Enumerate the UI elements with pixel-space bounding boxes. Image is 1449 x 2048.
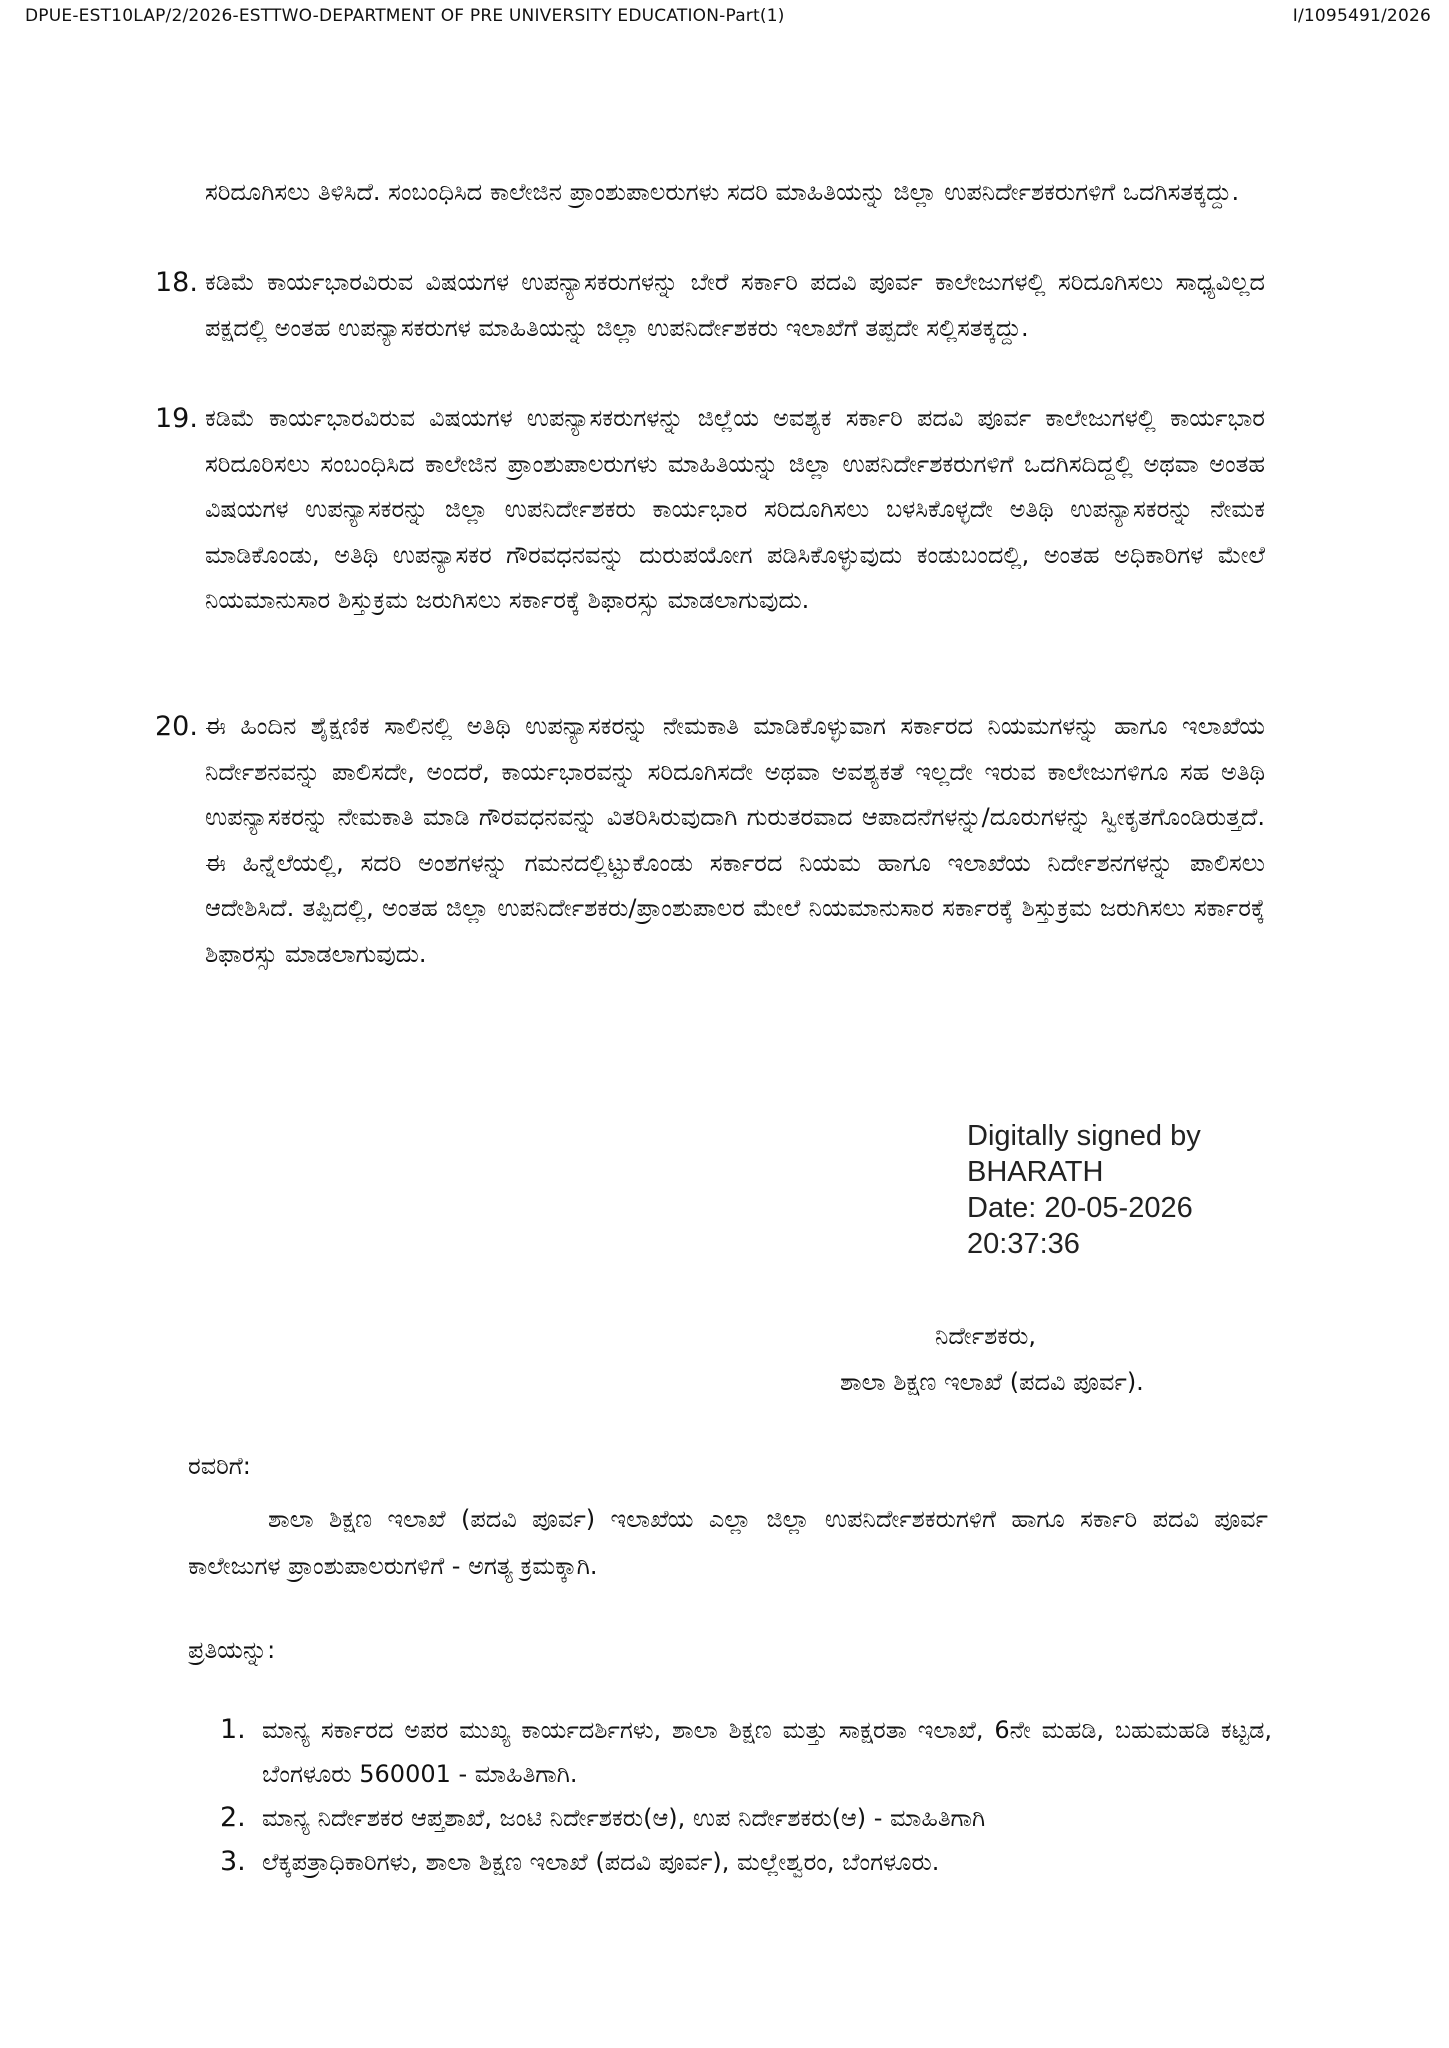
item-number: 18. xyxy=(155,267,198,298)
item-number: 19. xyxy=(155,403,198,434)
file-number: I/1095491/2026 xyxy=(1292,6,1431,26)
copy-number: 3. xyxy=(220,1846,246,1877)
copy-item-3 xyxy=(220,1840,1272,1884)
item-text: ಈ ಹಿಂದಿನ ಶೈಕ್ಷಣಿಕ ಸಾಲಿನಲ್ಲಿ ಅತಿಥಿ ಉಪನ್ಯಾಸಕರನ್ನು ನೇಮಕಾತಿ ಮಾಡಿಕೊಳ್ಳುವಾಗ ಸರ್ಕಾರದ ನಿಯಮಗಳನ್ನು ಹಾಗೂ ಇಲಾಖೆಯ ನಿರ್ದೇಶನವನ್ನು ಪಾಲಿಸದೇ, ಅಂದರೆ, ಕಾರ್ಯಭಾರವನ್ನು ಸರಿದೂಗಿಸದೇ ಅಥವಾ ಅವಶ್ಯಕತೆ ಇಲ್ಲದೇ ಇರುವ ಕಾಲೇಜುಗಳಿಗೂ ಸಹ ಅತಿಥಿ ಉಪನ್ಯಾಸಕರನ್ನು ನೇಮಕಾತಿ ಮಾಡಿ ಗೌರವಧನವನ್ನು ವಿತರಿಸಿರುವುದಾಗಿ ಗುರುತರವಾದ ಆಪಾದನೆಗಳನ್ನು/ದೂರುಗಳನ್ನು ಸ್ವೀಕೃತಗೊಂಡಿರುತ್ತದೆ. ಈ ಹಿನ್ನೆಲೆಯಲ್ಲಿ, ಸದರಿ ಅಂಶಗಳನ್ನು ಗಮನದಲ್ಲಿಟ್ಟುಕೊಂಡು ಸರ್ಕಾರದ ನಿಯಮ ಹಾಗೂ ಇಲಾಖೆಯ ನಿರ್ದೇಶನಗಳನ್ನು ಪಾಲಿಸಲು ಆದೇಶಿಸಿದೆ. ತಪ್ಪಿದಲ್ಲಿ, ಅಂತಹ ಜಿಲ್ಲಾ ಉಪನಿರ್ದೇಶಕರು/ಪ್ರಾಂಶುಪಾಲರ ಮೇಲೆ ನಿಯಮಾನುಸಾರ ಸರ್ಕಾರಕ್ಕೆ ಶಿಸ್ತುಕ್ರಮ ಜರುಗಿಸಲು ಸರ್ಕಾರಕ್ಕೆ ಶಿಫಾರಸ್ಸು ಮಾಡಲಾಗುವುದು. xyxy=(205,712,1265,968)
continuation-paragraph: ಸರಿದೂಗಿಸಲು ತಿಳಿಸಿದೆ. ಸಂಬಂಧಿಸಿದ ಕಾಲೇಜಿನ ಪ್ರಾಂಶುಪಾಲರುಗಳು ಸದರಿ ಮಾಹಿತಿಯನ್ನು ಜಿಲ್ಲಾ ಉಪನಿರ್ದೇಶಕರುಗಳಿಗೆ ಒದಗಿಸತಕ್ಕದ್ದು. xyxy=(205,178,1240,206)
signer-name: BHARATH xyxy=(967,1156,1104,1188)
item-text: ಕಡಿಮೆ ಕಾರ್ಯಭಾರವಿರುವ ವಿಷಯಗಳ ಉಪನ್ಯಾಸಕರುಗಳನ್ನು ಜಿಲ್ಲೆಯ ಅವಶ್ಯಕ ಸರ್ಕಾರಿ ಪದವಿ ಪೂರ್ವ ಕಾಲೇಜುಗಳಲ್ಲಿ ಕಾರ್ಯಭಾರ ಸರಿದೂರಿಸಲು ಸಂಬಂಧಿಸಿದ ಕಾಲೇಜಿನ ಪ್ರಾಂಶುಪಾಲರುಗಳು ಮಾಹಿತಿಯನ್ನು ಜಿಲ್ಲಾ ಉಪನಿರ್ದೇಶಕರುಗಳಿಗೆ ಒದಗಿಸದಿದ್ದಲ್ಲಿ ಅಥವಾ ಅಂತಹ ವಿಷಯಗಳ ಉಪನ್ಯಾಸಕರನ್ನು ಜಿಲ್ಲಾ ಉಪನಿರ್ದೇಶಕರು ಕಾರ್ಯಭಾರ ಸರಿದೂಗಿಸಲು ಬಳಸಿಕೊಳ್ಳದೇ ಅತಿಥಿ ಉಪನ್ಯಾಸಕರನ್ನು ನೇಮಕ ಮಾಡಿಕೊಂಡು, ಅತಿಥಿ ಉಪನ್ಯಾಸಕರ ಗೌರವಧನವನ್ನು ದುರುಪಯೋಗ ಪಡಿಸಿಕೊಳ್ಳುವುದು ಕಂಡುಬಂದಲ್ಲಿ, ಅಂತಹ ಅಧಿಕಾರಿಗಳ ಮೇಲೆ ನಿಯಮಾನುಸಾರ ಶಿಸ್ತುಕ್ರಮ ಜರುಗಿಸಲು ಸರ್ಕಾರಕ್ಕೆ ಶಿಫಾರಸ್ಸು ಮಾಡಲಾಗುವುದು. xyxy=(205,404,1265,614)
item-text: ಕಡಿಮೆ ಕಾರ್ಯಭಾರವಿರುವ ವಿಷಯಗಳ ಉಪನ್ಯಾಸಕರುಗಳನ್ನು ಬೇರೆ ಸರ್ಕಾರಿ ಪದವಿ ಪೂರ್ವ ಕಾಲೇಜುಗಳಲ್ಲಿ ಸರಿದೂಗಿಸಲು ಸಾಧ್ಯವಿಲ್ಲದ ಪಕ್ಷದಲ್ಲಿ ಅಂತಹ ಉಪನ್ಯಾಸಕರುಗಳ ಮಾಹಿತಿಯನ್ನು ಜಿಲ್ಲಾ ಉಪನಿರ್ದೇಶಕರು ಇಲಾಖೆಗೆ ತಪ್ಪದೇ ಸಲ್ಲಿಸತಕ್ಕದ್ದು. xyxy=(205,268,1265,342)
item-number: 20. xyxy=(155,711,198,742)
to-label: ರವರಿಗೆ: xyxy=(188,1452,251,1480)
digital-signature xyxy=(967,1118,1201,1262)
copy-number: 1. xyxy=(220,1714,246,1745)
copy-text: ಮಾನ್ಯ ನಿರ್ದೇಶಕರ ಆಪ್ತಶಾಖೆ, ಜಂಟಿ ನಿರ್ದೇಶಕರು(ಆ), ಉಪ ನಿರ್ದೇಶಕರು(ಆ) - ಮಾಹಿತಿಗಾಗಿ xyxy=(262,1804,986,1832)
copy-text: ಲೆಕ್ಕಪತ್ರಾಧಿಕಾರಿಗಳು, ಶಾಲಾ ಶಿಕ್ಷಣ ಇಲಾಖೆ (ಪದವಿ ಪೂರ್ವ), ಮಲ್ಲೇಶ್ವರಂ, ಬೆಂಗಳೂರು. xyxy=(262,1848,940,1876)
document-reference: DPUE-EST10LAP/2/2026-ESTTWO-DEPARTMENT OF PRE UNIVERSITY EDUCATION-Part(1) xyxy=(25,6,785,26)
department-name: ಶಾಲಾ ಶಿಕ್ಷಣ ಇಲಾಖೆ (ಪದವಿ ಪೂರ್ವ). xyxy=(840,1368,1144,1396)
copy-item-2 xyxy=(220,1796,1272,1840)
signature-time: 20:37:36 xyxy=(967,1228,1080,1260)
director-title: ನಿರ್ದೇಶಕರು, xyxy=(935,1322,1037,1350)
copy-number: 2. xyxy=(220,1802,246,1833)
list-item-19 xyxy=(155,396,1265,624)
copy-text: ಮಾನ್ಯ ಸರ್ಕಾರದ ಅಪರ ಮುಖ್ಯ ಕಾರ್ಯದರ್ಶಿಗಳು, ಶಾಲಾ ಶಿಕ್ಷಣ ಮತ್ತು ಸಾಕ್ಷರತಾ ಇಲಾಖೆ, 6ನೇ ಮಹಡಿ, ಬಹುಮಹಡಿ ಕಟ್ಟಡ, ಬೆಂಗಳೂರು 560001 - ಮಾಹಿತಿಗಾಗಿ. xyxy=(262,1716,1272,1788)
signature-date: Date: 20-05-2026 xyxy=(967,1192,1193,1224)
signature-line: Digitally signed by xyxy=(967,1120,1201,1152)
list-item-20 xyxy=(155,704,1265,977)
to-recipients: ಶಾಲಾ ಶಿಕ್ಷಣ ಇಲಾಖೆ (ಪದವಿ ಪೂರ್ವ) ಇಲಾಖೆಯ ಎಲ್ಲಾ ಜಿಲ್ಲಾ ಉಪನಿರ್ದೇಶಕರುಗಳಿಗೆ ಹಾಗೂ ಸರ್ಕಾರಿ ಪದವಿ ಪೂರ್ವ ಕಾಲೇಜುಗಳ ಪ್ರಾಂಶುಪಾಲರುಗಳಿಗೆ - ಅಗತ್ಯ ಕ್ರಮಕ್ಕಾಗಿ. xyxy=(188,1505,1268,1580)
copy-item-1 xyxy=(220,1708,1272,1796)
list-item-18 xyxy=(155,260,1265,351)
copy-label: ಪ್ರತಿಯನ್ನು: xyxy=(188,1636,276,1664)
